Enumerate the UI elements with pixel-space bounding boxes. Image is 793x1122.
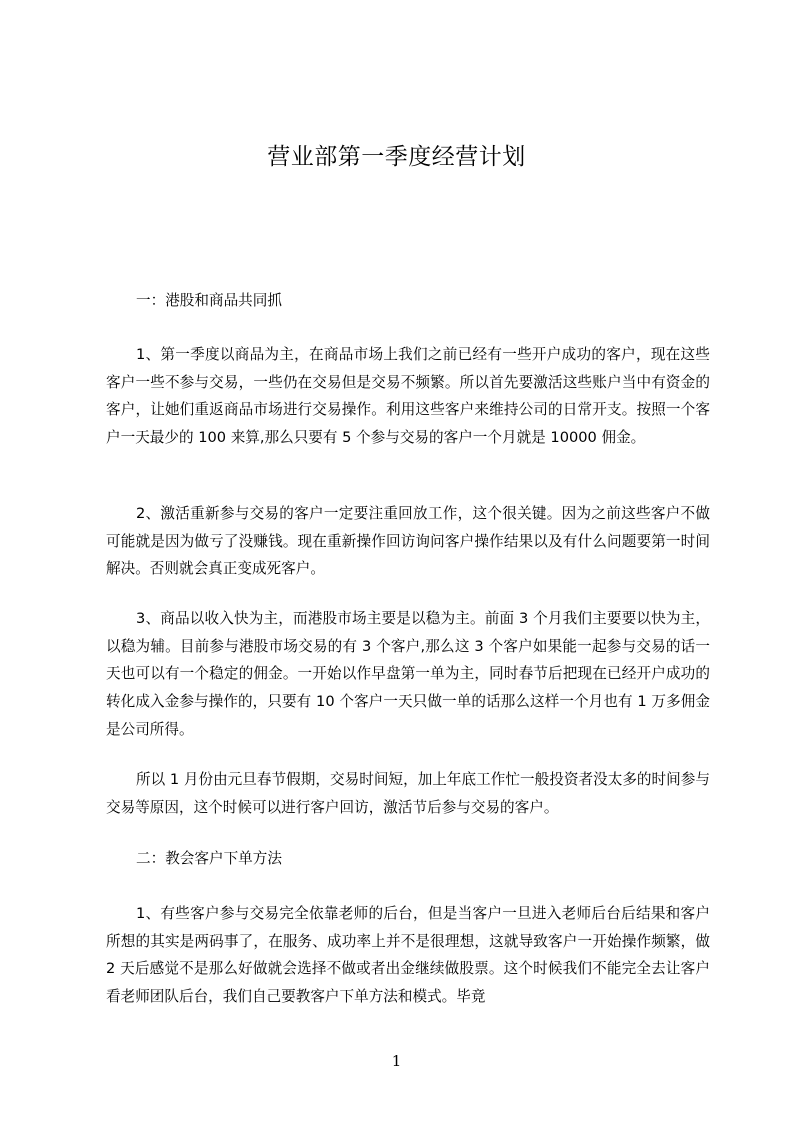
paragraph-5: 1、有些客户参与交易完全依靠老师的后台，但是当客户一旦进入老师后台后结果和客户所想的其实是两码事了，在服务、成功率上并不是很理想，这就导致客户一开始操作频繁，做 2 天后感觉不是那么好做就会选择不做或者出金继续做股票。这个时候我们不能完全去让客户看老师团队后台，我们自己要教客户下单方法和模式。毕竟 — [106, 905, 710, 1006]
document-title: 营业部第一季度经营计划 — [267, 144, 526, 170]
paragraph-3: 3、商品以收入快为主，而港股市场主要是以稳为主。前面 3 个月我们主要要以快为主，以稳为辅。目前参与港股市场交易的有 3 个客户,那么这 3 个客户如果能一起参与交易的话一天也可以有一个稳定的佣金。一开始以作早盘第一单为主，同时春节后把现在已经开户成功的转化成入金参与操作的，只要有 10 个客户一天只做一单的话那么这样一个月也有 1 万多佣金是公司所得。 — [106, 610, 710, 738]
paragraph-1: 1、第一季度以商品为主，在商品市场上我们之前已经有一些开户成功的客户，现在这些客户一些不参与交易，一些仍在交易但是交易不频繁。所以首先要激活这些账户当中有资金的客户，让她们重返商品市场进行交易操作。利用这些客户来维持公司的日常开支。按照一个客户一天最少的 100 来算,那么只要有 5 个参与交易的客户一个月就是 10000 佣金。 — [106, 346, 710, 447]
section-heading-2: 二：教会客户下单方法 — [136, 850, 282, 867]
section-heading-1: 一：港股和商品共同抓 — [136, 292, 282, 309]
paragraph-4: 所以 1 月份由元旦春节假期，交易时间短，加上年底工作忙一般投资者没太多的时间参与交易等原因，这个时候可以进行客户回访，激活节后参与交易的客户。 — [106, 771, 710, 816]
page-number: 1 — [391, 1052, 402, 1070]
paragraph-2: 2、激活重新参与交易的客户一定要注重回放工作，这个很关键。因为之前这些客户不做可能就是因为做亏了没赚钱。现在重新操作回访询问客户操作结果以及有什么问题要第一时间解决。否则就会真正变成死客户。 — [106, 505, 710, 578]
